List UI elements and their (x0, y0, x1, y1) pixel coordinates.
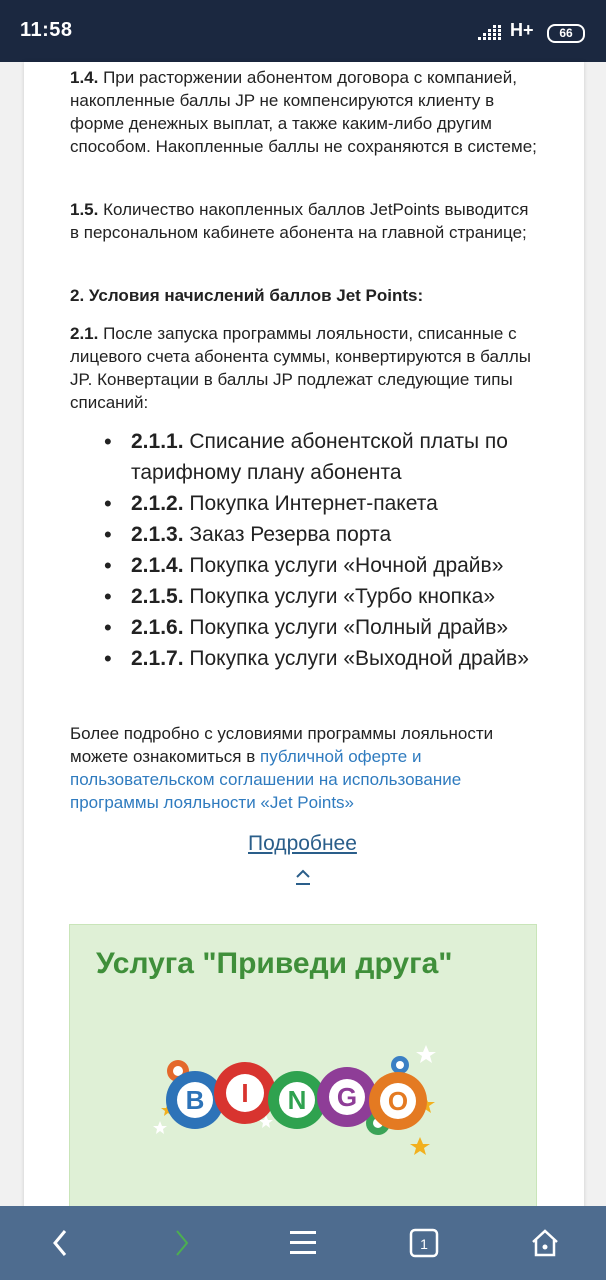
invite-friend-banner[interactable] (69, 924, 537, 1216)
chevron-up-icon[interactable] (294, 866, 312, 886)
menu-icon (290, 1229, 316, 1257)
bingo-image (165, 1045, 435, 1135)
list-item: • 2.1.2. Покупка Интернет-пакета (100, 488, 540, 519)
chevron-right-icon (172, 1228, 192, 1258)
paragraph-1-5 (70, 198, 540, 244)
svg-text:I: I (241, 1078, 249, 1108)
details-link[interactable]: Подробнее (248, 832, 357, 855)
status-bar (0, 0, 606, 62)
charges-list (100, 426, 540, 674)
list-item: • 2.1.1. Списание абонентской платы по тарифному плану абонента (100, 426, 540, 488)
forward-button[interactable] (142, 1206, 222, 1280)
battery-icon: 66 (547, 24, 585, 43)
menu-button[interactable] (263, 1206, 343, 1280)
paragraph-number: 1.4. (70, 68, 99, 87)
paragraph-2-1 (70, 322, 540, 414)
browser-nav-bar (0, 1206, 606, 1280)
list-item: • 2.1.4. Покупка услуги «Ночной драйв» (100, 550, 540, 581)
more-info-paragraph (70, 722, 540, 814)
promo-title: Услуга "Приведи друга" (96, 947, 453, 980)
svg-text:1: 1 (420, 1236, 428, 1252)
tabs-icon (409, 1228, 439, 1258)
home-icon (530, 1228, 560, 1258)
list-item: • 2.1.6. Покупка услуги «Полный драйв» (100, 612, 540, 643)
heading-text: 2. Условия начислений баллов Jet Points: (70, 286, 424, 305)
section-heading-2 (70, 284, 540, 307)
svg-text:O: O (387, 1086, 409, 1116)
clock: 11:58 (20, 19, 73, 41)
list-item: • 2.1.3. Заказ Резерва порта (100, 519, 540, 550)
svg-text:G: G (336, 1082, 358, 1112)
back-button[interactable] (20, 1206, 100, 1280)
home-button[interactable] (505, 1206, 585, 1280)
paragraph-text: Количество накопленных баллов JetPoints выводится в персональном кабинете абонента на главной странице; (70, 200, 529, 242)
paragraph-text: При расторжении абонентом договора с компанией, накопленные баллы JP не компенсируются клиенту в форме денежных выплат, а также каким-либо другим способом. Накопленные баллы не сохраняются в системе; (70, 68, 537, 156)
network-type: H+ (510, 20, 534, 40)
tabs-button[interactable] (384, 1206, 464, 1280)
more-info-text: Более подробно с условиями программы лояльности можете ознакомиться в (70, 724, 494, 766)
svg-text:N: N (287, 1085, 307, 1115)
paragraph-number: 2.1. (70, 324, 99, 343)
paragraph-number: 1.5. (70, 200, 99, 219)
paragraph-text: После запуска программы лояльности, списанные с лицевого счета абонента суммы, конвертируются в баллы JP. Конвертации в баллы JP подлежат следующие типы списаний: (70, 324, 531, 412)
signal-icon (478, 25, 504, 41)
paragraph-1-4 (70, 66, 540, 158)
public-offer-link[interactable]: публичной оферте и пользовательском соглашении на использование программы лояльности «Jet Points» (70, 747, 462, 812)
chevron-left-icon (50, 1228, 70, 1258)
list-item: • 2.1.7. Покупка услуги «Выходной драйв» (100, 643, 540, 674)
list-item: • 2.1.5. Покупка услуги «Турбо кнопка» (100, 581, 540, 612)
svg-text:B: B (185, 1085, 205, 1115)
